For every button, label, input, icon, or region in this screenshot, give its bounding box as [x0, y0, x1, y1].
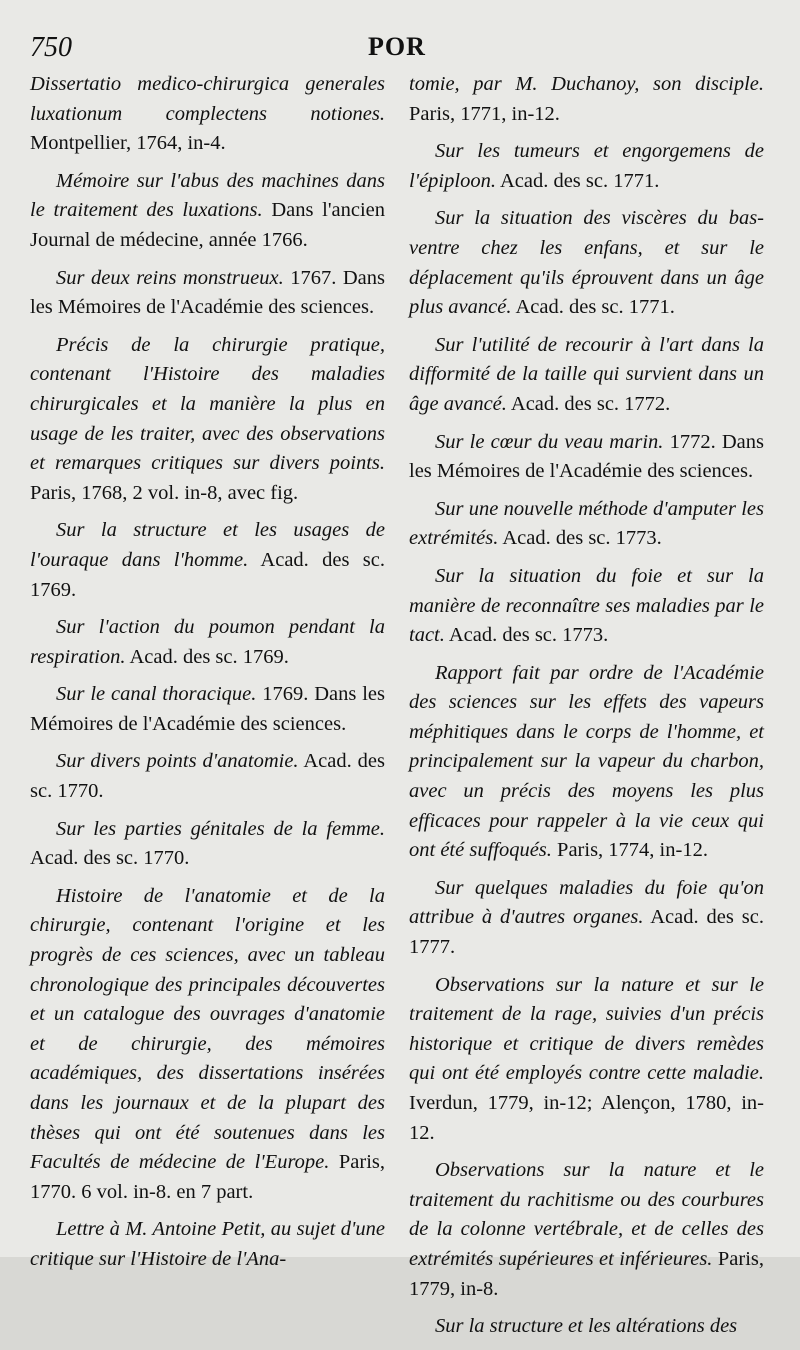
entry-title: Sur les parties génitales de la femme.: [56, 817, 385, 840]
bibliography-entry: [409, 428, 764, 487]
entry-publication: Paris, 1768, 2 vol. in-8, avec fig.: [30, 481, 299, 504]
bibliography-entry: [409, 971, 764, 1149]
running-title: POR: [368, 32, 426, 61]
entry-publication: Acad. des sc. 1777.: [409, 906, 764, 959]
entry-title: Sur la structure et les altérations des: [435, 1315, 738, 1338]
entry-title: Rapport fait par ordre de l'Académie des sciences sur les effets des vapeurs méphitiques dans le corps de l'homme, et principalement sur la vapeur du charbon, avec un précis des moyens les plus efficaces pour rappeler à la vie ceux qui ont été suffoqués.: [409, 661, 764, 862]
bibliography-entry: [409, 1156, 764, 1304]
entry-title: Sur une nouvelle méthode d'amputer les extrémités.: [409, 497, 764, 550]
entry-publication: Acad. des sc. 1773.: [498, 527, 662, 550]
bibliography-entry: [409, 70, 764, 129]
bibliography-entry: [30, 331, 385, 509]
entry-publication: 1767. Dans les Mémoires de l'Académie des sciences.: [30, 266, 385, 319]
entry-title: Dissertatio medico-chirurgica generales luxationum complectens notiones.: [30, 73, 385, 125]
bibliography-entry: [30, 882, 385, 1208]
entry-publication: Acad. des sc. 1771.: [495, 169, 660, 192]
bibliography-entry: [409, 495, 764, 554]
bibliography-entry: [409, 331, 764, 420]
entry-publication: 1772. Dans les Mémoires de l'Académie des sciences.: [409, 430, 764, 483]
bibliography-entry: [409, 204, 764, 322]
entry-title: Sur le canal thoracique.: [56, 683, 257, 706]
running-head: [30, 30, 764, 70]
bibliography-entry: [409, 137, 764, 196]
entry-title: Sur l'utilité de recourir à l'art dans la difformité de la taille qui survient dans un âge avancé.: [409, 333, 764, 415]
entry-publication: 1769. Dans les Mémoires de l'Académie des sciences.: [30, 683, 386, 735]
entry-title: Sur quelques maladies du foie qu'on attribue à d'autres organes.: [409, 876, 764, 929]
bibliography-entry: [30, 167, 385, 256]
bibliography-entry: [409, 659, 764, 866]
bibliography-entry: [30, 70, 385, 159]
entry-title: Sur le cœur du veau marin.: [435, 430, 664, 453]
entry-title: Histoire de l'anatomie et de la chirurgie, contenant l'origine et les progrès de ces sciences, avec un tableau chronologique des principales découvertes et un catalogue des ouvrages d'anatomie et de chirurgie, des mémoires académiques, des dissertations insérées dans les journaux et de la plupart des thèses qui ont été soutenues dans les Facultés de médecine de l'Europe.: [30, 884, 385, 1174]
entry-publication: Paris, 1770. 6 vol. in-8. en 7 part.: [30, 1151, 385, 1203]
entry-title: Observations sur la nature et sur le traitement de la rage, suivies d'un précis historique et critique de divers remèdes qui ont été employés contre cette maladie.: [409, 973, 764, 1085]
entry-publication: Acad. des sc. 1769.: [30, 548, 385, 601]
entry-title: Sur les tumeurs et engorgemens de l'épiploon.: [409, 140, 764, 192]
entry-title: Sur divers points d'anatomie.: [56, 750, 299, 773]
entry-publication: Iverdun, 1779, in-12; Alençon, 1780, in-12.: [409, 1092, 764, 1144]
bibliography-entry: [409, 1312, 764, 1342]
entry-publication: Paris, 1774, in-12.: [551, 839, 708, 862]
bibliography-entry: [30, 747, 385, 806]
entry-publication: Acad. des sc. 1771.: [511, 296, 675, 319]
entry-publication: Acad. des sc. 1773.: [444, 624, 609, 647]
entry-title: Observations sur la nature et le traitement du rachitisme ou des courbures de la colonne vertébrale, et de celles des extrémités supérieures et inférieures.: [409, 1159, 764, 1270]
entry-title: Sur l'action du poumon pendant la respiration.: [30, 616, 385, 668]
bibliography-entry: [409, 562, 764, 651]
entry-publication: Paris, 1771, in-12.: [409, 102, 560, 125]
right-column: [409, 70, 764, 1350]
entry-title: Lettre à M. Antoine Petit, au sujet d'une critique sur l'Histoire de l'Ana-: [30, 1218, 385, 1270]
left-column: [30, 70, 385, 1350]
entry-publication: Dans l'ancien Journal de médecine, année 1766.: [30, 199, 386, 251]
entry-publication: Paris, 1779, in-8.: [409, 1247, 764, 1300]
bibliography-entry: [30, 516, 385, 605]
bibliography-entry: [409, 874, 764, 963]
entry-title: Sur la structure et les usages de l'ouraque dans l'homme.: [30, 519, 385, 571]
page-number: 750: [30, 32, 72, 63]
entry-publication: Acad. des sc. 1769.: [125, 645, 289, 668]
entry-title: tomie, par M. Duchanoy, son disciple.: [409, 73, 764, 95]
entry-publication: Acad. des sc. 1772.: [506, 392, 671, 415]
entry-publication: Acad. des sc. 1770.: [30, 847, 190, 870]
bibliography-entry: [30, 1215, 385, 1274]
entry-title: Précis de la chirurgie pratique, contenant l'Histoire des maladies chirurgicales et la manière la plus en usage de les traiter, avec des observations et remarques critiques sur divers points.: [30, 333, 385, 475]
entry-publication: Acad. des sc. 1770.: [30, 750, 386, 803]
text-columns: [30, 70, 764, 1350]
bibliography-entry: [30, 680, 385, 739]
entry-publication: Montpellier, 1764, in-4.: [30, 132, 226, 155]
entry-title: Mémoire sur l'abus des machines dans le traitement des luxations.: [30, 169, 385, 222]
bibliography-entry: [30, 264, 385, 323]
bibliography-entry: [30, 815, 385, 874]
bibliography-entry: [30, 613, 385, 672]
entry-title: Sur deux reins monstrueux.: [56, 266, 284, 289]
entry-title: Sur la situation des viscères du bas-ventre chez les enfans, et sur le déplacement qu'ils éprouvent dans un âge plus avancé.: [409, 207, 764, 319]
entry-title: Sur la situation du foie et sur la manière de reconnaître ses maladies par le tact.: [409, 564, 764, 647]
